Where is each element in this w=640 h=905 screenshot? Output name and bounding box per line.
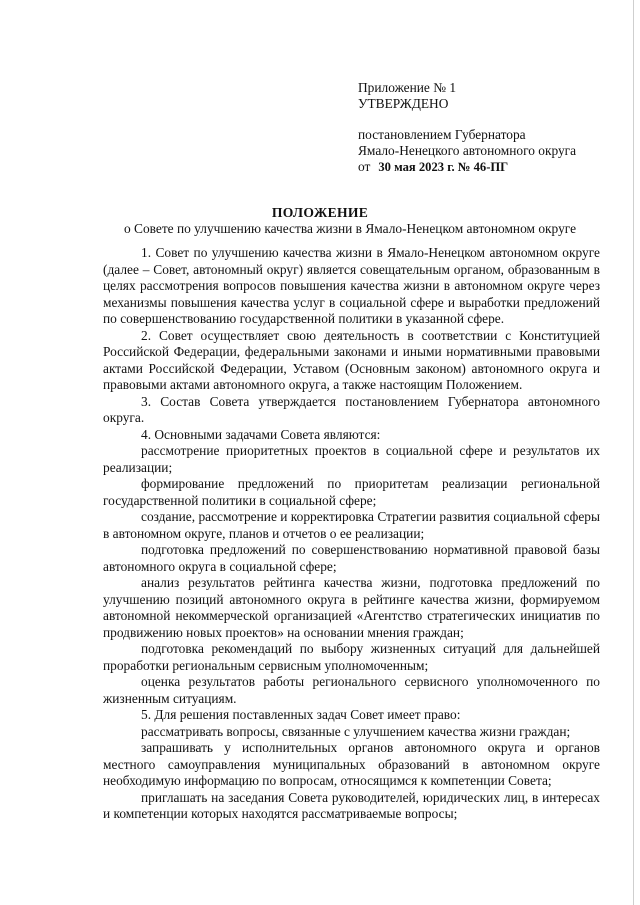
approval-header bbox=[358, 80, 576, 175]
paragraph: запрашивать у исполнительных органов автономного округа и органов местного самоуправления муниципальных образований в автономном округе необходимую информацию по вопросам, относящимся к компетенции Совета; bbox=[103, 740, 600, 788]
approved-label: УТВЕРЖДЕНО bbox=[358, 96, 449, 111]
date-value: 30 мая 2023 г. № 46-ПГ bbox=[378, 160, 509, 174]
paragraph: 3. Состав Совета утверждается постановлением Губернатора автономного округа. bbox=[103, 393, 600, 425]
paragraph: 2. Совет осуществляет свою деятельность в соответствии с Конституцией Российской Федерации, федеральными законами и иными нормативными правовыми актами Российской Федерации, Уставом (Основным законом) автономного округа и правовыми актами автономного округа, а также настоящим Положением. bbox=[103, 327, 600, 392]
paragraph: формирование предложений по приоритетам реализации региональной государственной политики в социальной сфере; bbox=[103, 476, 600, 508]
paragraph: подготовка рекомендаций по выбору жизненных ситуаций для дальнейшей проработки региональным сервисным уполномоченным; bbox=[103, 641, 600, 673]
paragraph: создание, рассмотрение и корректировка Стратегии развития социальной сферы в автономном округе, планов и отчетов о ее реализации; bbox=[103, 509, 600, 541]
paragraph: рассматривать вопросы, связанные с улучшением качества жизни граждан; bbox=[141, 723, 571, 739]
appendix-label: Приложение № 1 bbox=[358, 80, 457, 95]
decree-date bbox=[358, 159, 576, 175]
paragraph: приглашать на заседания Совета руководителей, юридических лиц, в интересах и компетенции которых находятся рассматриваемые вопросы; bbox=[103, 789, 600, 821]
paragraph: 5. Для решения поставленных задач Совет имеет право: bbox=[141, 707, 461, 722]
paragraph: 4. Основными задачами Совета являются: bbox=[141, 426, 381, 442]
document-body bbox=[103, 245, 600, 823]
date-prefix: от bbox=[358, 159, 371, 174]
page-edge-line bbox=[633, 0, 634, 905]
paragraph: рассмотрение приоритетных проектов в социальной сфере и результатов их реализации; bbox=[103, 443, 600, 475]
decree-line-1: постановлением Губернатора bbox=[358, 127, 526, 142]
decree-line-2: Ямало-Ненецкого автономного округа bbox=[358, 143, 577, 158]
paragraph: 1. Совет по улучшению качества жизни в Ямало-Ненецком автономном округе (далее – Совет, автономный округ) является совещательным органом, образованным в целях рассмотрения вопросов повышения качества жизни в автономном округе через механизмы повышения качества услуг в социальной сфере и выработки предложений по совершенствованию государственной политики в указанной сфере. bbox=[103, 245, 600, 326]
paragraph: анализ результатов рейтинга качества жизни, подготовка предложений по улучшению позиций автономного округа в рейтинге качества жизни, формируемом автономной некоммерческой организацией «Агентство стратегических инициатив по продвижению новых проектов» на основании мнения граждан; bbox=[103, 575, 600, 640]
document-title: ПОЛОЖЕНИЕ bbox=[271, 205, 369, 220]
paragraph: подготовка предложений по совершенствованию нормативной правовой базы автономного округа в социальной сфере; bbox=[103, 542, 600, 574]
paragraph: оценка результатов работы регионального сервисного уполномоченного по жизненным ситуациям. bbox=[103, 674, 600, 706]
document-subtitle: о Совете по улучшению качества жизни в Ямало-Ненецком автономном округе bbox=[123, 221, 577, 236]
